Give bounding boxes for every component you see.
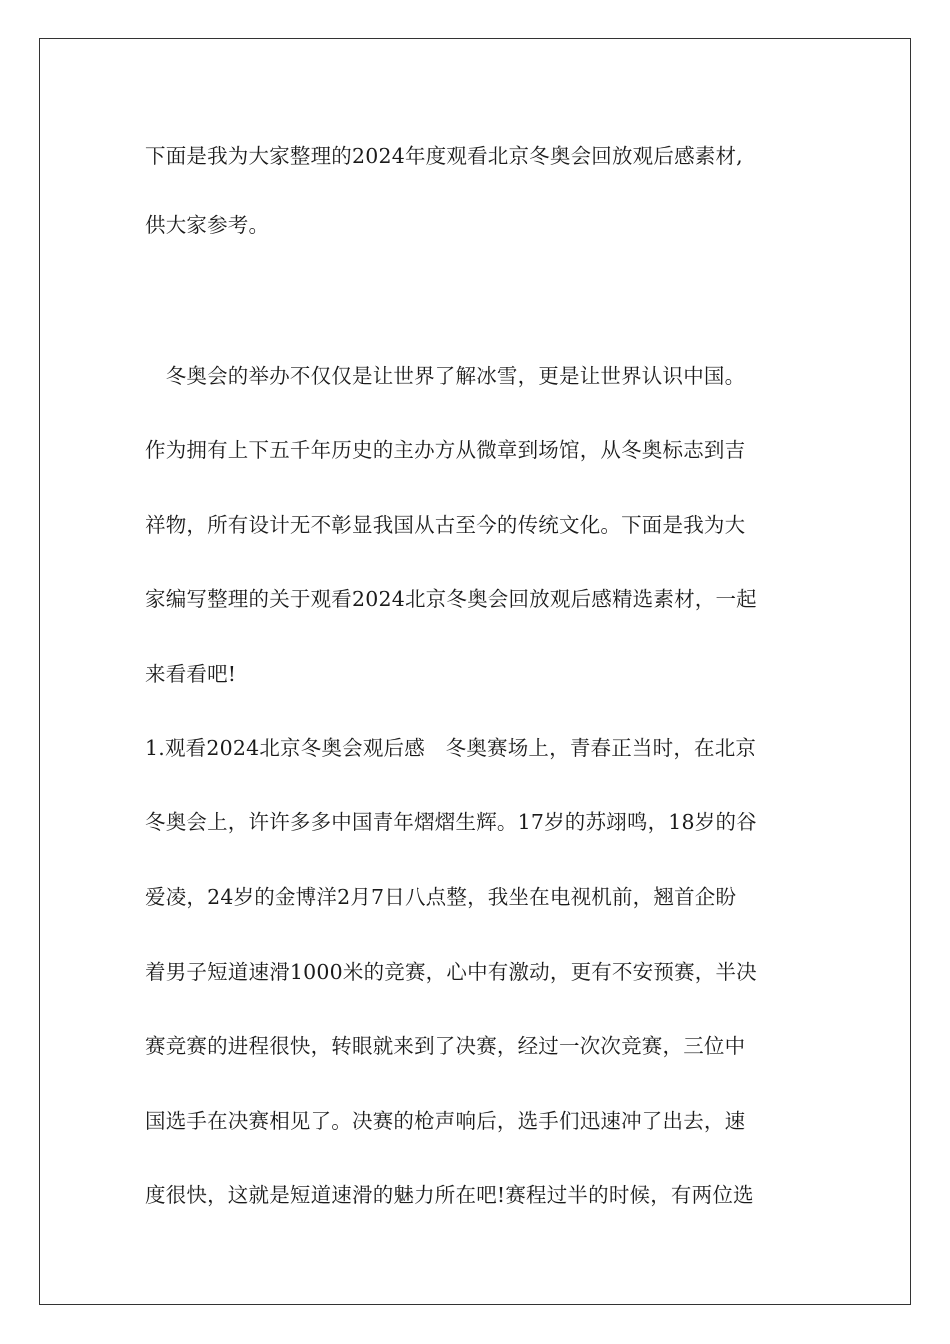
paragraph-line: 来看看吧! — [145, 662, 237, 686]
section-line: 度很快，这就是短道速滑的魅力所在吧!赛程过半的时候，有两位选 — [145, 1183, 754, 1207]
intro-line: 下面是我为大家整理的2024年度观看北京冬奥会回放观后感素材, — [145, 144, 743, 168]
paragraph-line: 祥物，所有设计无不彰显我国从古至今的传统文化。下面是我为大 — [145, 513, 746, 537]
paragraph-line: 冬奥会的举办不仅仅是让世界了解冰雪，更是让世界认识中国。 — [145, 364, 746, 388]
section-line: 赛竞赛的进程很快，转眼就来到了决赛，经过一次次竞赛，三位中 — [145, 1034, 746, 1058]
section-line: 国选手在决赛相见了。决赛的枪声响后，选手们迅速冲了出去，速 — [145, 1109, 746, 1133]
section-line: 1.观看2024北京冬奥会观后感 冬奥赛场上，青春正当时，在北京 — [145, 736, 757, 760]
section-line: 爱凌，24岁的金博洋2月7日八点整，我坐在电视机前，翘首企盼 — [145, 885, 737, 909]
section-line: 着男子短道速滑1000米的竞赛，心中有激动，更有不安预赛，半决 — [145, 960, 757, 984]
paragraph-line: 作为拥有上下五千年历史的主办方从微章到场馆，从冬奥标志到吉 — [145, 438, 746, 462]
paragraph-line: 家编写整理的关于观看2024北京冬奥会回放观后感精选素材，一起 — [145, 587, 757, 611]
section-line: 冬奥会上，许许多多中国青年熠熠生辉。17岁的苏翊鸣，18岁的谷 — [145, 810, 757, 834]
intro-line: 供大家参考。 — [145, 213, 270, 237]
